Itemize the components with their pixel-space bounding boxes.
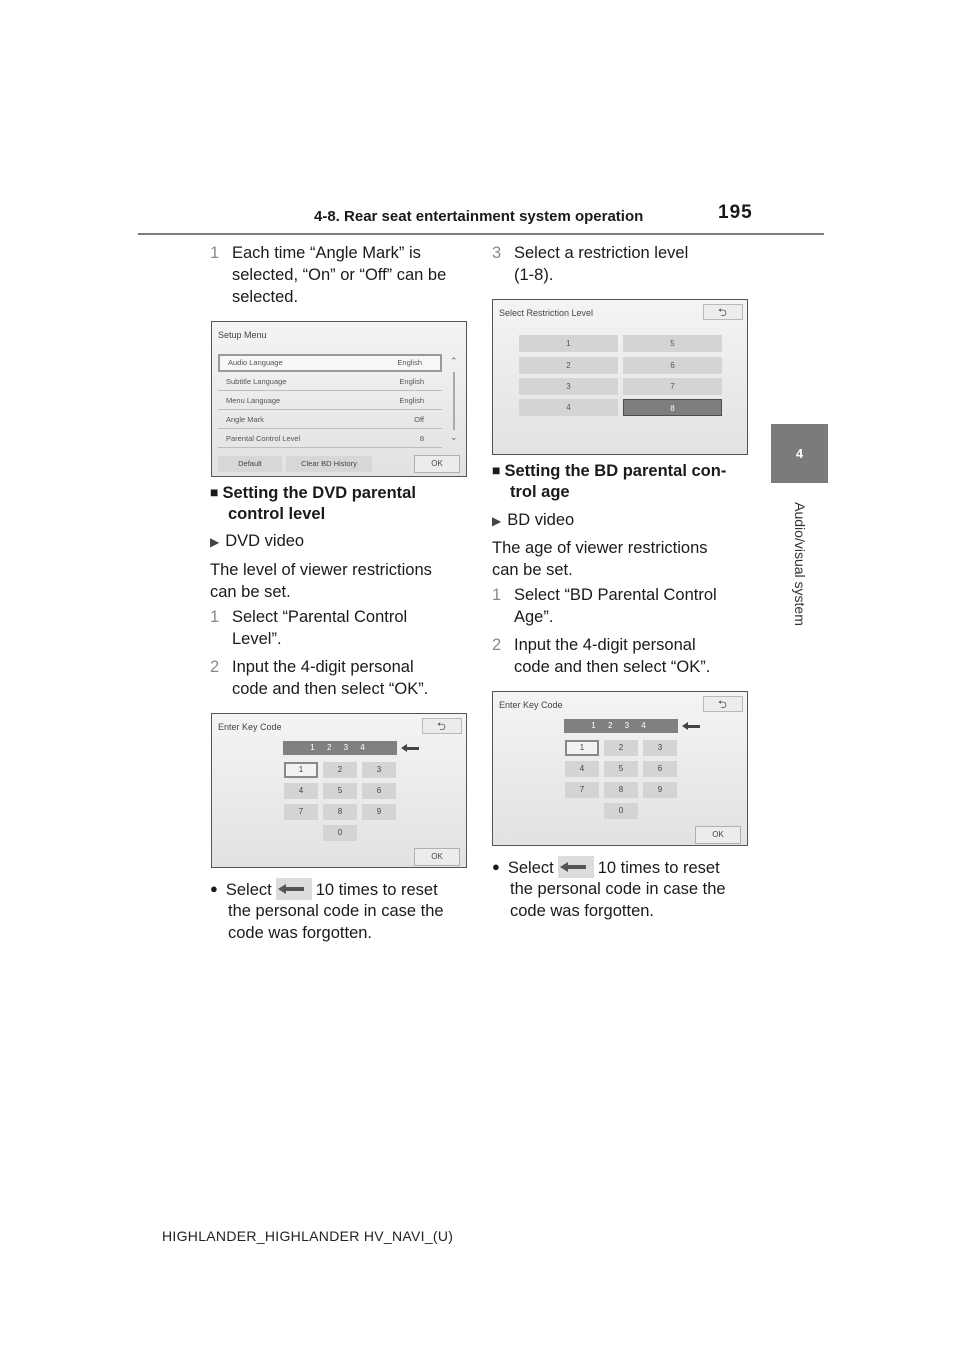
level-7-button[interactable]: 7 bbox=[623, 378, 722, 395]
step-text-line: code and then select “OK”. bbox=[514, 658, 711, 676]
row-value: Off bbox=[414, 415, 424, 424]
note-text: 10 times to reset bbox=[315, 881, 438, 899]
page-number: 195 bbox=[718, 202, 753, 223]
setup-row-audio-language[interactable] bbox=[218, 354, 442, 372]
chapter-tab: 4 bbox=[771, 424, 828, 483]
note-text: Select bbox=[225, 881, 272, 899]
step-text-line: code and then select “OK”. bbox=[232, 680, 429, 698]
row-value: 8 bbox=[419, 434, 424, 443]
code-field: 1 2 3 4 bbox=[564, 719, 678, 733]
key-5[interactable]: 5 bbox=[323, 783, 357, 799]
enter-key-code-screen bbox=[492, 691, 748, 846]
step-text-line: (1-8). bbox=[514, 266, 554, 284]
ok-button[interactable]: OK bbox=[414, 848, 460, 866]
row-value: English bbox=[399, 377, 424, 386]
row-label: Parental Control Level bbox=[226, 434, 301, 443]
back-button[interactable] bbox=[703, 304, 743, 320]
setup-row-subtitle-language[interactable] bbox=[218, 373, 442, 391]
square-bullet-icon: ■ bbox=[210, 484, 219, 500]
step-text-line: selected, “On” or “Off” can be bbox=[232, 266, 447, 284]
step-number: 1 bbox=[210, 244, 220, 262]
right-heading bbox=[492, 459, 726, 482]
step-text-line: Select “Parental Control bbox=[232, 608, 408, 626]
step-number: 2 bbox=[210, 658, 220, 676]
step-number: 3 bbox=[492, 244, 502, 262]
scrollbar[interactable] bbox=[453, 372, 455, 430]
paragraph-line: can be set. bbox=[210, 583, 291, 601]
square-bullet-icon: ■ bbox=[492, 462, 501, 478]
note-line: the personal code in case the bbox=[510, 880, 726, 898]
key-8[interactable]: 8 bbox=[323, 804, 357, 820]
step-text-line: Each time “Angle Mark” is bbox=[232, 244, 421, 262]
code-field: 1 2 3 4 bbox=[283, 741, 397, 755]
scroll-up-icon[interactable]: ⌃ bbox=[450, 356, 458, 366]
document-footer: HIGHLANDER_HIGHLANDER HV_NAVI_(U) bbox=[162, 1228, 454, 1244]
key-8[interactable]: 8 bbox=[604, 782, 638, 798]
key-7[interactable]: 7 bbox=[284, 804, 318, 820]
header-divider bbox=[138, 233, 824, 235]
level-6-button[interactable]: 6 bbox=[623, 357, 722, 374]
back-button[interactable] bbox=[422, 718, 462, 734]
setup-row-menu-language[interactable] bbox=[218, 392, 442, 410]
key-2[interactable]: 2 bbox=[323, 762, 357, 778]
left-note bbox=[210, 878, 470, 901]
level-4-button[interactable]: 4 bbox=[519, 399, 618, 416]
key-9[interactable]: 9 bbox=[362, 804, 396, 820]
ok-button[interactable]: OK bbox=[695, 826, 741, 844]
step-text-line: Input the 4-digit personal bbox=[232, 658, 414, 676]
key-4[interactable]: 4 bbox=[565, 761, 599, 777]
heading-line: Setting the BD parental con- bbox=[504, 462, 727, 480]
step-text-line: Level”. bbox=[232, 630, 282, 648]
scroll-down-icon[interactable]: ⌄ bbox=[450, 432, 458, 442]
back-button[interactable] bbox=[703, 696, 743, 712]
step-text-line: selected. bbox=[232, 288, 299, 306]
level-5-button[interactable]: 5 bbox=[623, 335, 722, 352]
note-line: the personal code in case the bbox=[228, 902, 444, 920]
row-label: Angle Mark bbox=[226, 415, 264, 424]
setup-row-angle-mark[interactable] bbox=[218, 411, 442, 429]
row-value: English bbox=[397, 358, 422, 367]
key-2[interactable]: 2 bbox=[604, 740, 638, 756]
key-7[interactable]: 7 bbox=[565, 782, 599, 798]
setup-menu-screen bbox=[211, 321, 467, 477]
step-number: 2 bbox=[492, 636, 502, 654]
row-label: Menu Language bbox=[226, 396, 281, 405]
level-3-button[interactable]: 3 bbox=[519, 378, 618, 395]
step-number: 1 bbox=[210, 608, 220, 626]
clear-bd-history-button[interactable]: Clear BD History bbox=[286, 456, 372, 472]
left-subheading bbox=[210, 530, 304, 553]
level-1-button[interactable]: 1 bbox=[519, 335, 618, 352]
step-number: 1 bbox=[492, 586, 502, 604]
subheading-text: BD video bbox=[507, 511, 575, 529]
note-line: code was forgotten. bbox=[510, 902, 655, 920]
screen-title: Enter Key Code bbox=[499, 700, 563, 710]
enter-key-code-screen bbox=[211, 713, 467, 868]
heading-line-2: control level bbox=[228, 505, 326, 523]
key-1[interactable]: 1 bbox=[565, 740, 599, 756]
note-line: code was forgotten. bbox=[228, 924, 373, 942]
key-0[interactable]: 0 bbox=[323, 825, 357, 841]
bullet-dot-icon: ● bbox=[210, 881, 218, 896]
triangle-bullet-icon: ▶ bbox=[492, 514, 502, 528]
screen-title: Enter Key Code bbox=[218, 722, 282, 732]
default-button[interactable]: Default bbox=[218, 456, 282, 472]
step-text-line: Select “BD Parental Control bbox=[514, 586, 717, 604]
note-text: 10 times to reset bbox=[597, 859, 720, 877]
key-3[interactable]: 3 bbox=[643, 740, 677, 756]
key-0[interactable]: 0 bbox=[604, 803, 638, 819]
step-text-line: Select a restriction level bbox=[514, 244, 689, 262]
subheading-text: DVD video bbox=[225, 532, 305, 550]
step-text-line: Input the 4-digit personal bbox=[514, 636, 696, 654]
setup-row-parental-control-level[interactable] bbox=[218, 430, 442, 448]
row-label: Audio Language bbox=[228, 358, 283, 367]
right-subheading bbox=[492, 509, 574, 532]
right-note bbox=[492, 856, 752, 879]
paragraph-line: The age of viewer restrictions bbox=[492, 539, 708, 557]
key-3[interactable]: 3 bbox=[362, 762, 396, 778]
restriction-level-screen bbox=[492, 299, 748, 455]
paragraph-line: can be set. bbox=[492, 561, 573, 579]
paragraph-line: The level of viewer restrictions bbox=[210, 561, 432, 579]
key-9[interactable]: 9 bbox=[643, 782, 677, 798]
screen-title: Select Restriction Level bbox=[499, 308, 594, 318]
note-text: Select bbox=[507, 859, 554, 877]
key-6[interactable]: 6 bbox=[643, 761, 677, 777]
key-4[interactable]: 4 bbox=[284, 783, 318, 799]
row-label: Subtitle Language bbox=[226, 377, 287, 386]
left-heading bbox=[210, 481, 416, 504]
ok-button[interactable]: OK bbox=[414, 455, 460, 473]
level-8-button[interactable]: 8 bbox=[623, 399, 722, 416]
step-text-line: Age”. bbox=[514, 608, 554, 626]
triangle-bullet-icon: ▶ bbox=[210, 535, 220, 549]
backspace-key[interactable] bbox=[682, 721, 700, 731]
heading-line-2: trol age bbox=[510, 483, 570, 501]
backspace-arrow-icon bbox=[276, 878, 312, 900]
backspace-arrow-icon bbox=[558, 856, 594, 878]
key-1[interactable]: 1 bbox=[284, 762, 318, 778]
bullet-dot-icon: ● bbox=[492, 859, 500, 874]
screen-title: Setup Menu bbox=[218, 330, 267, 340]
backspace-key[interactable] bbox=[401, 743, 419, 753]
level-2-button[interactable]: 2 bbox=[519, 357, 618, 374]
key-5[interactable]: 5 bbox=[604, 761, 638, 777]
heading-line: Setting the DVD parental bbox=[222, 484, 416, 502]
key-6[interactable]: 6 bbox=[362, 783, 396, 799]
row-value: English bbox=[399, 396, 424, 405]
chapter-label: Audio/visual system bbox=[792, 502, 808, 626]
section-title: 4-8. Rear seat entertainment system operation bbox=[314, 208, 644, 225]
